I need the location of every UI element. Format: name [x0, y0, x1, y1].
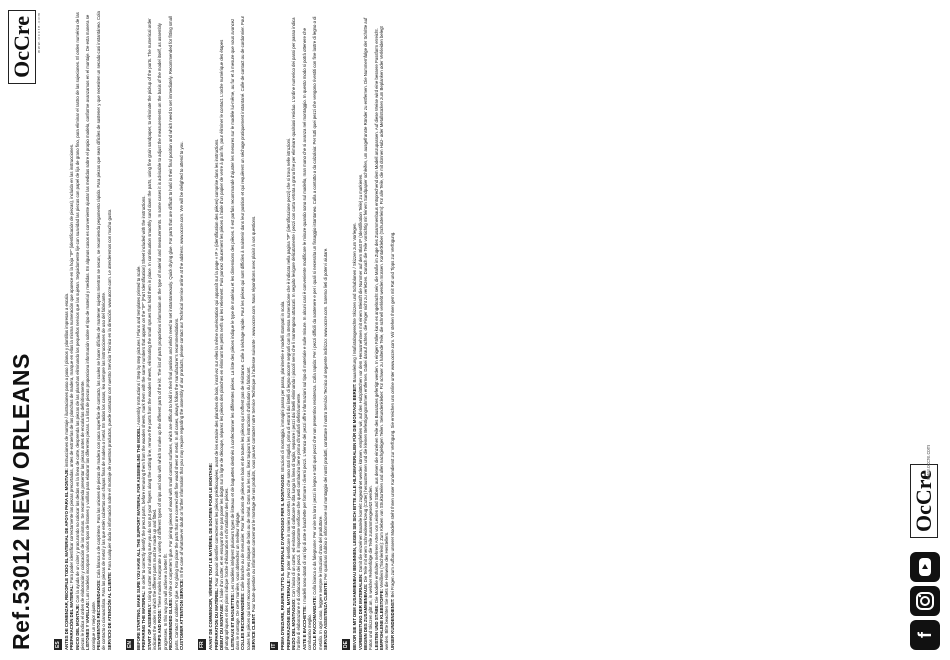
paragraph-heading: INIZIO DEL MONTAGGIO: [290, 598, 296, 650]
instruction-paragraph [157, 10, 168, 650]
paragraph-text: Bei Fragen zum Aufbau unserer Modelle steht Ihnen unser Kundendienst zur Verfügung. Sie erreichen uns online unter www.occre.com. Wir stehen Ihnen gern mit Rat und Tipps zur Verfügung. [389, 231, 395, 599]
paragraph-text: Assembly Instructions / Step by step pictures / Plans and templates printed to scale. [136, 265, 142, 426]
paragraph-heading: ASTE E BACCHETTE: [301, 605, 307, 650]
paragraph-text: In order to correctly identify the precut parts, before removing them from the wooden sheets, mark them with the same numbers that appear on the "IP" (Part Identification) Sheet included with the instructions. [141, 195, 147, 591]
footer-website: www.occre.com [926, 444, 932, 480]
paragraph-text: Colle blanche ou de menuisier. Pour les unions de pièces en bois et de toutes les pièces qui n'offrent pas de résistance. Colle à séchage rapide. Pour les pièces qui sont difficiles à maintenir dans leur position et qui requièrent un séchage pratiquement instantané. Colle de contact ou de cordonnier. Pour toutes les pièces qui sont recouvertes de fines plaques de bois ou de métal. Dans tous les cas, lisez toujours les instructions d'utilisation du fabricant. [240, 15, 251, 650]
paragraph-heading: PEGAMENTOS RECOMENDADOS: [96, 579, 102, 650]
instruction-paragraph [230, 10, 241, 650]
paragraph-text: Istruzioni di montaggio, immagini passo per passo, planimetrie e modelli stampati in scala. [280, 300, 286, 474]
paragraph-heading: LISTEAUX ET BAGUETTES: [229, 592, 235, 650]
footer [906, 10, 946, 650]
language-section [46, 10, 112, 650]
paragraph-text: À l'aide d'un cutter, et en essayant de ne pas poser les doigts sur la ligne de découpe, séparez les pièces des planches en éliminant les petits nerfs qui les retiennent. Puis poncez doucement les pièces à l'aide d'un papier de verre à grain fin, pour éliminer le contact. L'ordre numérique des étapes photographiques et des plans indique l'ordre d'élaboration et d'installation des pièces. [218, 39, 230, 650]
paragraph-text: Bauanleitung / Maßstabsgerechte Skizzen und Schablonen / Skizzen zum Vorlegen. [352, 222, 358, 384]
paragraph-text: I modelli sono dotati di vari tipi di aste e bacchette per formare i diversi pezzi. L'elenco dei pezzi offre informazioni sul tipo di materiale e sulle misure. In alcuni casi è conveniente modificare le misure quando sono sul modello, man mano che si avanza nel montaggio. In questo modo si potrà ottenere che combacino meglio. [301, 28, 312, 650]
paragraph-text: Cola blanca o de carpintero. Para las uniones de piezas de madera con poca superficie de contacto, las cuales se hacen difíciles de mantener sujetas mientras se secan, se recomienda pegamento rápido. Para piezas que sean difíciles de sostener y que necesiten un secado casi instantáneo. Cola de contacto o cianoacrilato. Para las piezas de metal y las que estén cubiertas con chapas finas de madera o metal. En todos los casos, lea siempre las instrucciones de uso del fabricante. [96, 11, 107, 650]
instruction-paragraph [147, 10, 158, 650]
instruction-paragraph [302, 10, 313, 650]
language-section [262, 10, 328, 650]
paragraph-heading: VORBEREITUNG DER MATERIALIEN: [357, 573, 363, 650]
youtube-icon[interactable] [910, 552, 940, 582]
paragraph-text: Con la ayuda de un cúter y procurando no colocar los dedos en la línea de corte, desprenda las piezas de las planchas eliminando los pequeños nervios que las sujetan. Seguidamente lije con suavidad las piezas con papel de lija de grano fino, para eliminar el rastro de las sujeciones. El orden numérico de las piezas le indica el orden de elaboración y colocación de las mismas. Se recomienda presentar las piezas antes de encolarlas definitivamente. [74, 12, 86, 650]
instructions-body [46, 10, 401, 650]
paragraph-text: Damit die einzelnen Bauteile korrekt zugeordnet werden können, empfehlen wir, auf den Holzplättchen vor dem Herausnehmen mit einem Bleistift die Nummer auf dem Blatt IP (Identifikation Teile) zu markieren. [357, 173, 363, 574]
paragraph-heading: AVANT DE COMMENCER, VÉRIFIEZ TOUT LE MATÉRIEL DE SOUTIEN POUR LE MONTAGE: [208, 462, 214, 650]
paragraph-heading: PRIMA D'INIZIARE, RIUNIRE TUTTO IL MATERIALE D'APPOGGIO PER IL MONTAGGIO: [280, 473, 286, 650]
language-section [118, 10, 184, 650]
language-flag: ES [55, 641, 61, 648]
header [6, 10, 44, 650]
language-flag: FR [199, 641, 206, 648]
paragraph-text: These models incorporate a variety of different types of strips and rods with which to make up the different parts of the kit. The list of parts proportions information on the type of material and measurements. In some cases it is advisable to adjust the measurements on the basis of the model itself, as assembly progresses. In this way you will achieve a better fit. [157, 23, 168, 650]
paragraph-heading: CUSTOMER ATTENTION SERVICE: [178, 578, 184, 650]
paragraph-heading: SERVIZIO ASSISTENZA CLIENTE: [323, 580, 329, 650]
paragraph-text: Per qualsiasi dubbio o informazione sul montaggio dei nostri prodotti, contattare il nostro Servizio Tecnico al seguente indirizzo: www.occre.com. Saremo lieti di potervi aiutare. [323, 247, 329, 581]
instruction-paragraph [240, 10, 251, 650]
instruction-paragraph [107, 10, 112, 650]
paragraph-text: Con l'aiuto di un cutter, ed evitando di collocare le dita lungo la linea di taglio, separare i pezzi dai listelli eliminando i piccoli nervi che li mantengono attaccati. In seguito levigare delicatamente i pezzi con carta vetrata a grana fine per eliminare qualsiasi residuo. L'ordine numerico dei passi per passo indica l'ordine di elaborazione e di collocazione dei pezzi. È importante verificare che questi combacino bene prima d'incollarli definitivamente. [290, 17, 302, 650]
paragraph-heading: SERVICIO DE ATENCIÓN AL CLIENTE: [106, 571, 112, 650]
paragraph-heading: COLLE RACCOMANDATE: [312, 595, 318, 650]
footer-logo: OcCre [910, 464, 938, 538]
paragraph-heading: EMPFOHLENE KLEBSTOFFE: [379, 588, 385, 650]
page-title: Ref.53012 NEW ORLEANS [8, 353, 34, 650]
paragraph-heading: LISTONES Y VARILLAS: [85, 600, 91, 650]
paragraph-heading: INICIO DEL MONTAJE: [74, 603, 80, 650]
paragraph-heading: STRIPS AND RODS: [157, 609, 163, 650]
paragraph-heading: RECOMMENDED GLUES: [168, 597, 174, 650]
paragraph-heading: PRÉPARATION DU MATÉRIEL: [213, 587, 219, 650]
instruction-paragraph [291, 10, 302, 650]
instruction-paragraph [390, 10, 395, 650]
paragraph-text: Los modelos incorporan varios tipos de listones y varillas para elaborar las diferentes piezas. La lista de piezas proporciona información sobre el tipo de material y medidas. En algunos casos es conveniente ajustar las medidas sobre el propio modelo, conforme avanzamos en el montaje. De esta manera se consigue un mejor ajuste. [85, 14, 96, 650]
paragraph-heading: PREPARACIÓN DEL MATERIAL: [69, 584, 75, 650]
paragraph-heading: PREPARING THE MATERIAL: [141, 590, 147, 650]
instagram-icon[interactable] [910, 586, 940, 616]
paragraph-heading: LEISTEN UND STÄBE: [373, 604, 379, 650]
paragraph-heading: UNSER KUNDENDIENST: [389, 598, 395, 650]
instruction-paragraph [363, 10, 374, 650]
paragraph-heading: ANTES DE COMENZAR, RECOPILE TODO EL MATERIAL DE APOYO PARA EL MONTAJE: [64, 468, 69, 650]
instruction-paragraph [379, 10, 390, 650]
instruction-paragraph [219, 10, 230, 650]
paragraph-heading: BEGINN DES ZUSAMMENBAUS: [363, 583, 369, 650]
instruction-paragraph [168, 10, 179, 650]
paragraph-text: White or carpenter's glue. For joining pieces of wood with small contact surfaces, which are difficult to hold in their final position and which need to set instantaneously. Quick drying glue. For parts that are difficult to hold in their final position and which need to set immediately. Recommended for fitting small parts. Contact or cobbler's glue. For gluing into place the parts that are covered with fine wood sheet or metal. In all cases, always follow the manufacturer's recommendations. [168, 16, 179, 650]
instruction-paragraph [312, 10, 323, 650]
paragraph-text: instrucciones de montaje / ilustraciones paso a paso / planos y plantillas impresas a escala. [64, 292, 69, 469]
instruction-paragraph [75, 10, 86, 650]
facebook-icon[interactable]: f [910, 620, 940, 650]
paragraph-text: Weißleim (Tischlerleim): Zum Kleben von Strukturteilen und allen nachgiebigen Teilen. Sekundenkleber: Für schwer zu haltende Teile, die schnell verklebt werden müssen. Kontaktkleber (Schusterleim): Für alle Teile, die mit dünnen Holz- oder Metallstücken zum Beplanken oder Verkleiden belegt werden. Bitte beachten Sie stets die Hinweise des Herstellers. [379, 26, 390, 650]
language-section [334, 10, 395, 650]
paragraph-text: Die Modelle enthalten mehrere Arten von Leisten und Stäben, aus denen die einzelnen Teile des Bausatzes gefertigt werden. In einigen Fällen kann es angebracht sein, die Maße im Zuge des Zusammenbaus entsprechend dem Modell anzupassen. Auf diese Weise wird eine bessere Passform erreicht. [373, 28, 379, 605]
language-flag: IT [271, 643, 278, 648]
paragraph-text: Pour toute question ou information concernant le montage de nos produits, vous pouvez contacter notre Service Technique à l'adresse suivante : www.occre.com. Nous répondrons avec plaisir à vos questions. [250, 215, 256, 614]
paragraph-heading: START OF ASSEMBLY: [146, 603, 152, 650]
paragraph-text: Using a cutter and making sure you do not put your fingers along the cutting line, remove the parts from the wooden sheets, eliminating the small sprues that hold them in place. In continuation smoothly sand down the parts, using fine grain sandpaper, to eliminate the pickup of the parts. The numerical order indicates the order in which the different parts must be made up and fitted. [146, 18, 158, 650]
paragraph-heading: PREPARAZIONE DEL MATERIALE: [285, 579, 291, 650]
paragraph-text: Para cualquier duda o información sobre el montaje de nuestros productos, puede contactar con nuestro Servicio Técnico en la dirección: www.occre.com. Le atenderemos con mucho gusto. [106, 208, 112, 572]
paragraph-text: Colla bianca o da falegname: Per unire tra loro i pezzi in legno e tutti quei pezzi che non presentino resistenza. Colla rapida: Per i pezzi difficili da sostenere e per i quali si necessita un fissaggio istantaneo. Colla a contatto o da calzolaio: Per tutti quei pezzi che vengono rivestiti con fine lastre di legno o di metallo. In ogni caso, leggere sempre le istruzioni d'uso del produttore. [312, 16, 323, 650]
paragraph-heading: COLLES RECOMMANDÉES: [240, 592, 246, 650]
paragraph-text: Pour pouvoir identifier correctement les pièces prédécoupées, avant de les extraire des planches de bois, inscrivez sur elles la même numérotation qui apparaît sur la page « IP » (identification des pièces) comprise dans les instructions. [213, 138, 219, 588]
paragraph-text: Per poter identificare in maniera corretta i pezzi che sono stati ritagliati, prima di estrarli dai listelli di legno occorre segnarli con la stessa numerazione che è indicata nella pagina "IP" (identificazione pezzi) che si trova nelle istruzioni. [285, 137, 291, 580]
paragraph-heading: DÉBUT DU MONTAGE: [218, 603, 224, 650]
paragraph-heading: BEVOR SIE MIT DEM ZUSAMMENBAU BEGINNEN, LEGEN SIE SICH BITTE ALLE HILFSMATERIALIEN FÜR DIE MONTAGE BEREIT: [352, 383, 358, 650]
language-flag: EN [127, 641, 134, 648]
paragraph-text: In the case of whatsoever doubt or further information that you may require regarding the assembly of our products, please contact our Technical Service online at the address: www.occre.com. We will be delighted to attend to you. [178, 141, 184, 579]
paragraph-text: Para poder identificar correctamente las piezas precortadas, antes de extraerlas de las planchas de madera, marque en ellas la misma numeración que aparece en la hoja "IP" (identificación de piezas), incluida en las instrucciones. [69, 143, 75, 585]
instruction-paragraph [323, 10, 328, 650]
paragraph-text: Die Teile mit einem Schneidewerkzeug (Cutter) heraustrennen und die kleinen Befestigungsrahmen entfernen. Dabei darauf achten, die Finger nicht zu verletzen. Danach die Teile vorsichtig mit feinem Sandpapier schleifen, um ausgefranste Ränder zu entfernen. Die Nummernfolge der Schritte auf Fotos und Skizzen gibt an, in welcher Reihenfolge die Teile zusammengesetzt werden. [363, 17, 374, 650]
instruction-paragraph [251, 10, 256, 650]
brand-logo: OcCre [8, 10, 36, 84]
paragraph-heading: BEFORE STARTING, MAKE SURE YOU HAVE ALL THE SUPPORT MATERIAL FOR ASSEMBLING THE MODEL: [136, 425, 142, 650]
social-links [910, 552, 940, 650]
language-section [190, 10, 256, 650]
instruction-paragraph [96, 10, 107, 650]
paragraph-text: Les modèles intègrent plusieurs types de listeaux et de baguettes destinés à confectionner les différentes pièces. La liste des pièces indique le type de matériau et les dimensions des pièces. Il est parfois recommandé d'ajuster les mesures sur le modèle lui-même, au fur et à mesure que vous avancez dans le montage. De cette manière, vous obtiendrez un meilleur réglage. [229, 18, 240, 650]
language-flag: DE [343, 641, 350, 648]
brand-logo-subtitle: www.occre.com [36, 12, 41, 54]
instruction-paragraph [179, 10, 184, 650]
instruction-paragraph [85, 10, 96, 650]
paragraph-heading: SERVICE CLIENT: [250, 613, 256, 650]
